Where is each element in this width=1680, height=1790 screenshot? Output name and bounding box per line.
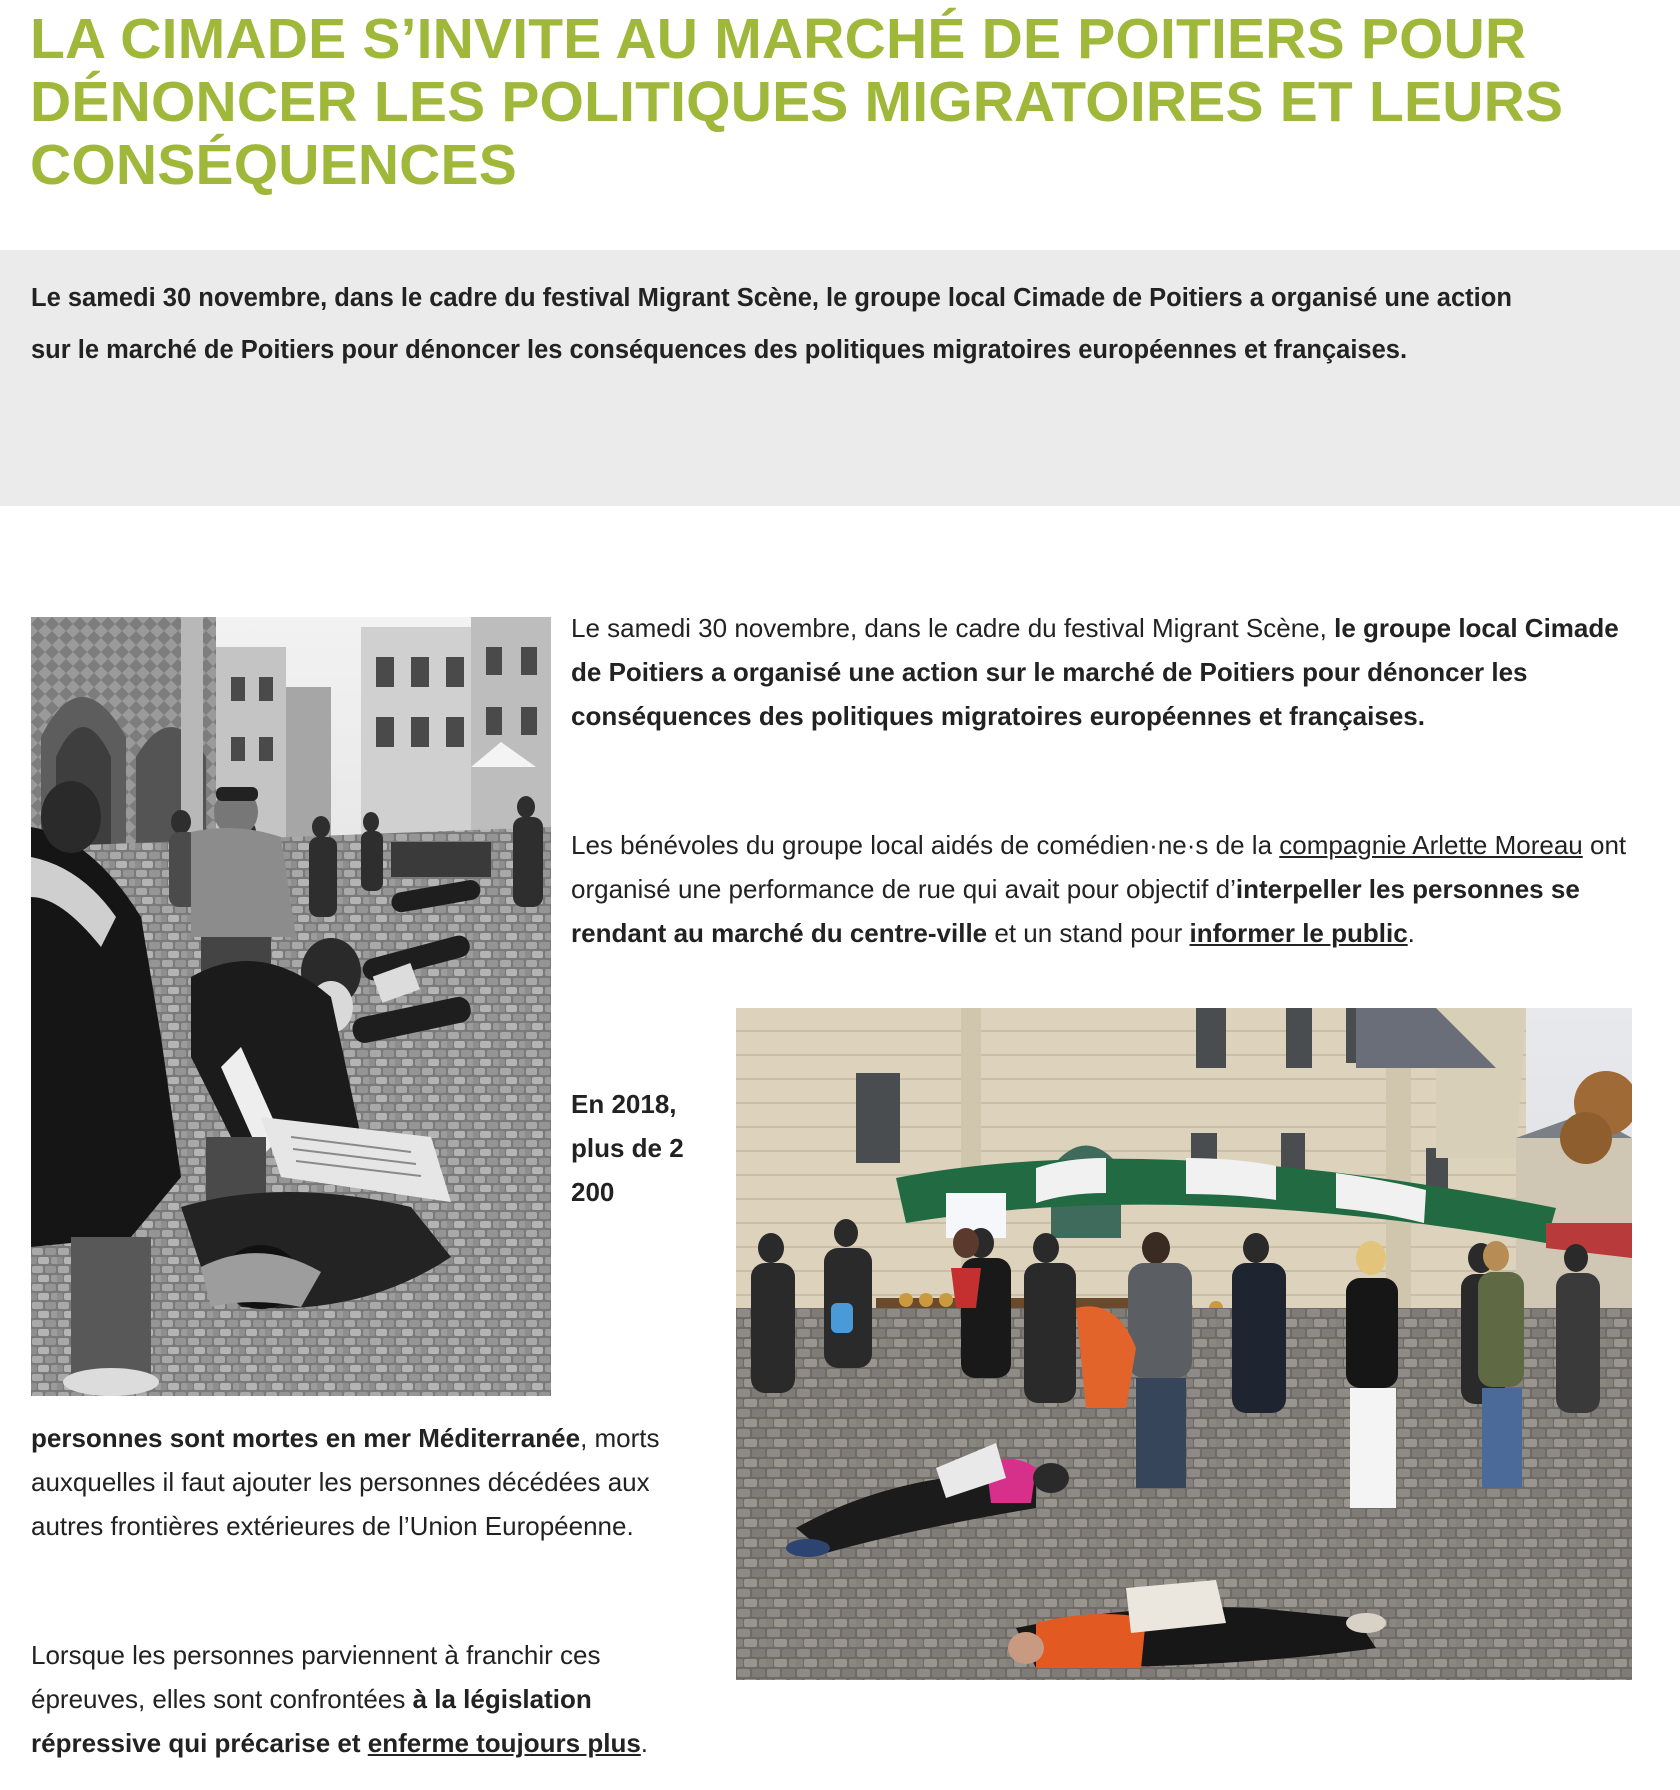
article-title: LA CIMADE S’INVITE AU MARCHÉ DE POITIERS POUR DÉNONCER LES POLITIQUES MIGRATOIRES ET LEURS CONSÉQUENCES — [30, 7, 1564, 197]
performance-bold: interpeller les personnes se rendant au marché du centre-ville — [571, 874, 1580, 948]
performance-text-1: Les bénévoles du groupe local aidés de comédien·ne·s de la — [571, 830, 1280, 860]
deaths-text: , morts auxquelles il faut ajouter les personnes décédées aux autres frontières extérieures de l’Union Européenne. — [31, 1423, 660, 1541]
performance-text-3: et un stand pour — [987, 918, 1190, 948]
intro-bold: le groupe local Cimade de Poitiers a organisé une action sur le marché de Poitiers pour dénoncer les conséquences des politiques migratoires européennes et françaises. — [571, 613, 1619, 731]
legislation-text-2: . — [640, 1728, 649, 1758]
link-enferme-toujours-plus[interactable]: enferme toujours plus — [367, 1728, 641, 1758]
deaths-bold: personnes sont mortes en mer Méditerranée — [31, 1423, 581, 1453]
paragraph-legislation — [31, 1633, 711, 1765]
article-lead-box — [0, 250, 1680, 506]
statistic-bold: En 2018, plus de 2 200 — [571, 1089, 684, 1207]
paragraph-performance — [571, 823, 1646, 955]
performance-text-2: ont organisé une performance de rue qui avait pour objectif d’ — [571, 830, 1627, 904]
performance-text-4: . — [1407, 918, 1415, 948]
paragraph-deaths — [31, 1416, 711, 1548]
market-photo-color — [736, 1008, 1632, 1680]
paragraph-statistic-start — [571, 1082, 731, 1214]
article-lead: Le samedi 30 novembre, dans le cadre du festival Migrant Scène, le groupe local Cimade de Poitiers a organisé une action sur le marché de Poitiers pour dénoncer les conséquences des politiques migratoires européennes et françaises. — [31, 284, 1512, 364]
link-compagnie-arlette-moreau[interactable]: compagnie Arlette Moreau — [1279, 830, 1583, 860]
link-informer-le-public[interactable]: informer le public — [1189, 918, 1408, 948]
performance-photo-bw — [31, 617, 551, 1396]
legislation-text-1: Lorsque les personnes parviennent à franchir ces épreuves, elles sont confrontées — [31, 1640, 601, 1714]
intro-text: Le samedi 30 novembre, dans le cadre du festival Migrant Scène, — [571, 613, 1335, 643]
legislation-bold: à la législation répressive qui précarise et — [31, 1684, 592, 1758]
paragraph-intro — [571, 606, 1631, 738]
